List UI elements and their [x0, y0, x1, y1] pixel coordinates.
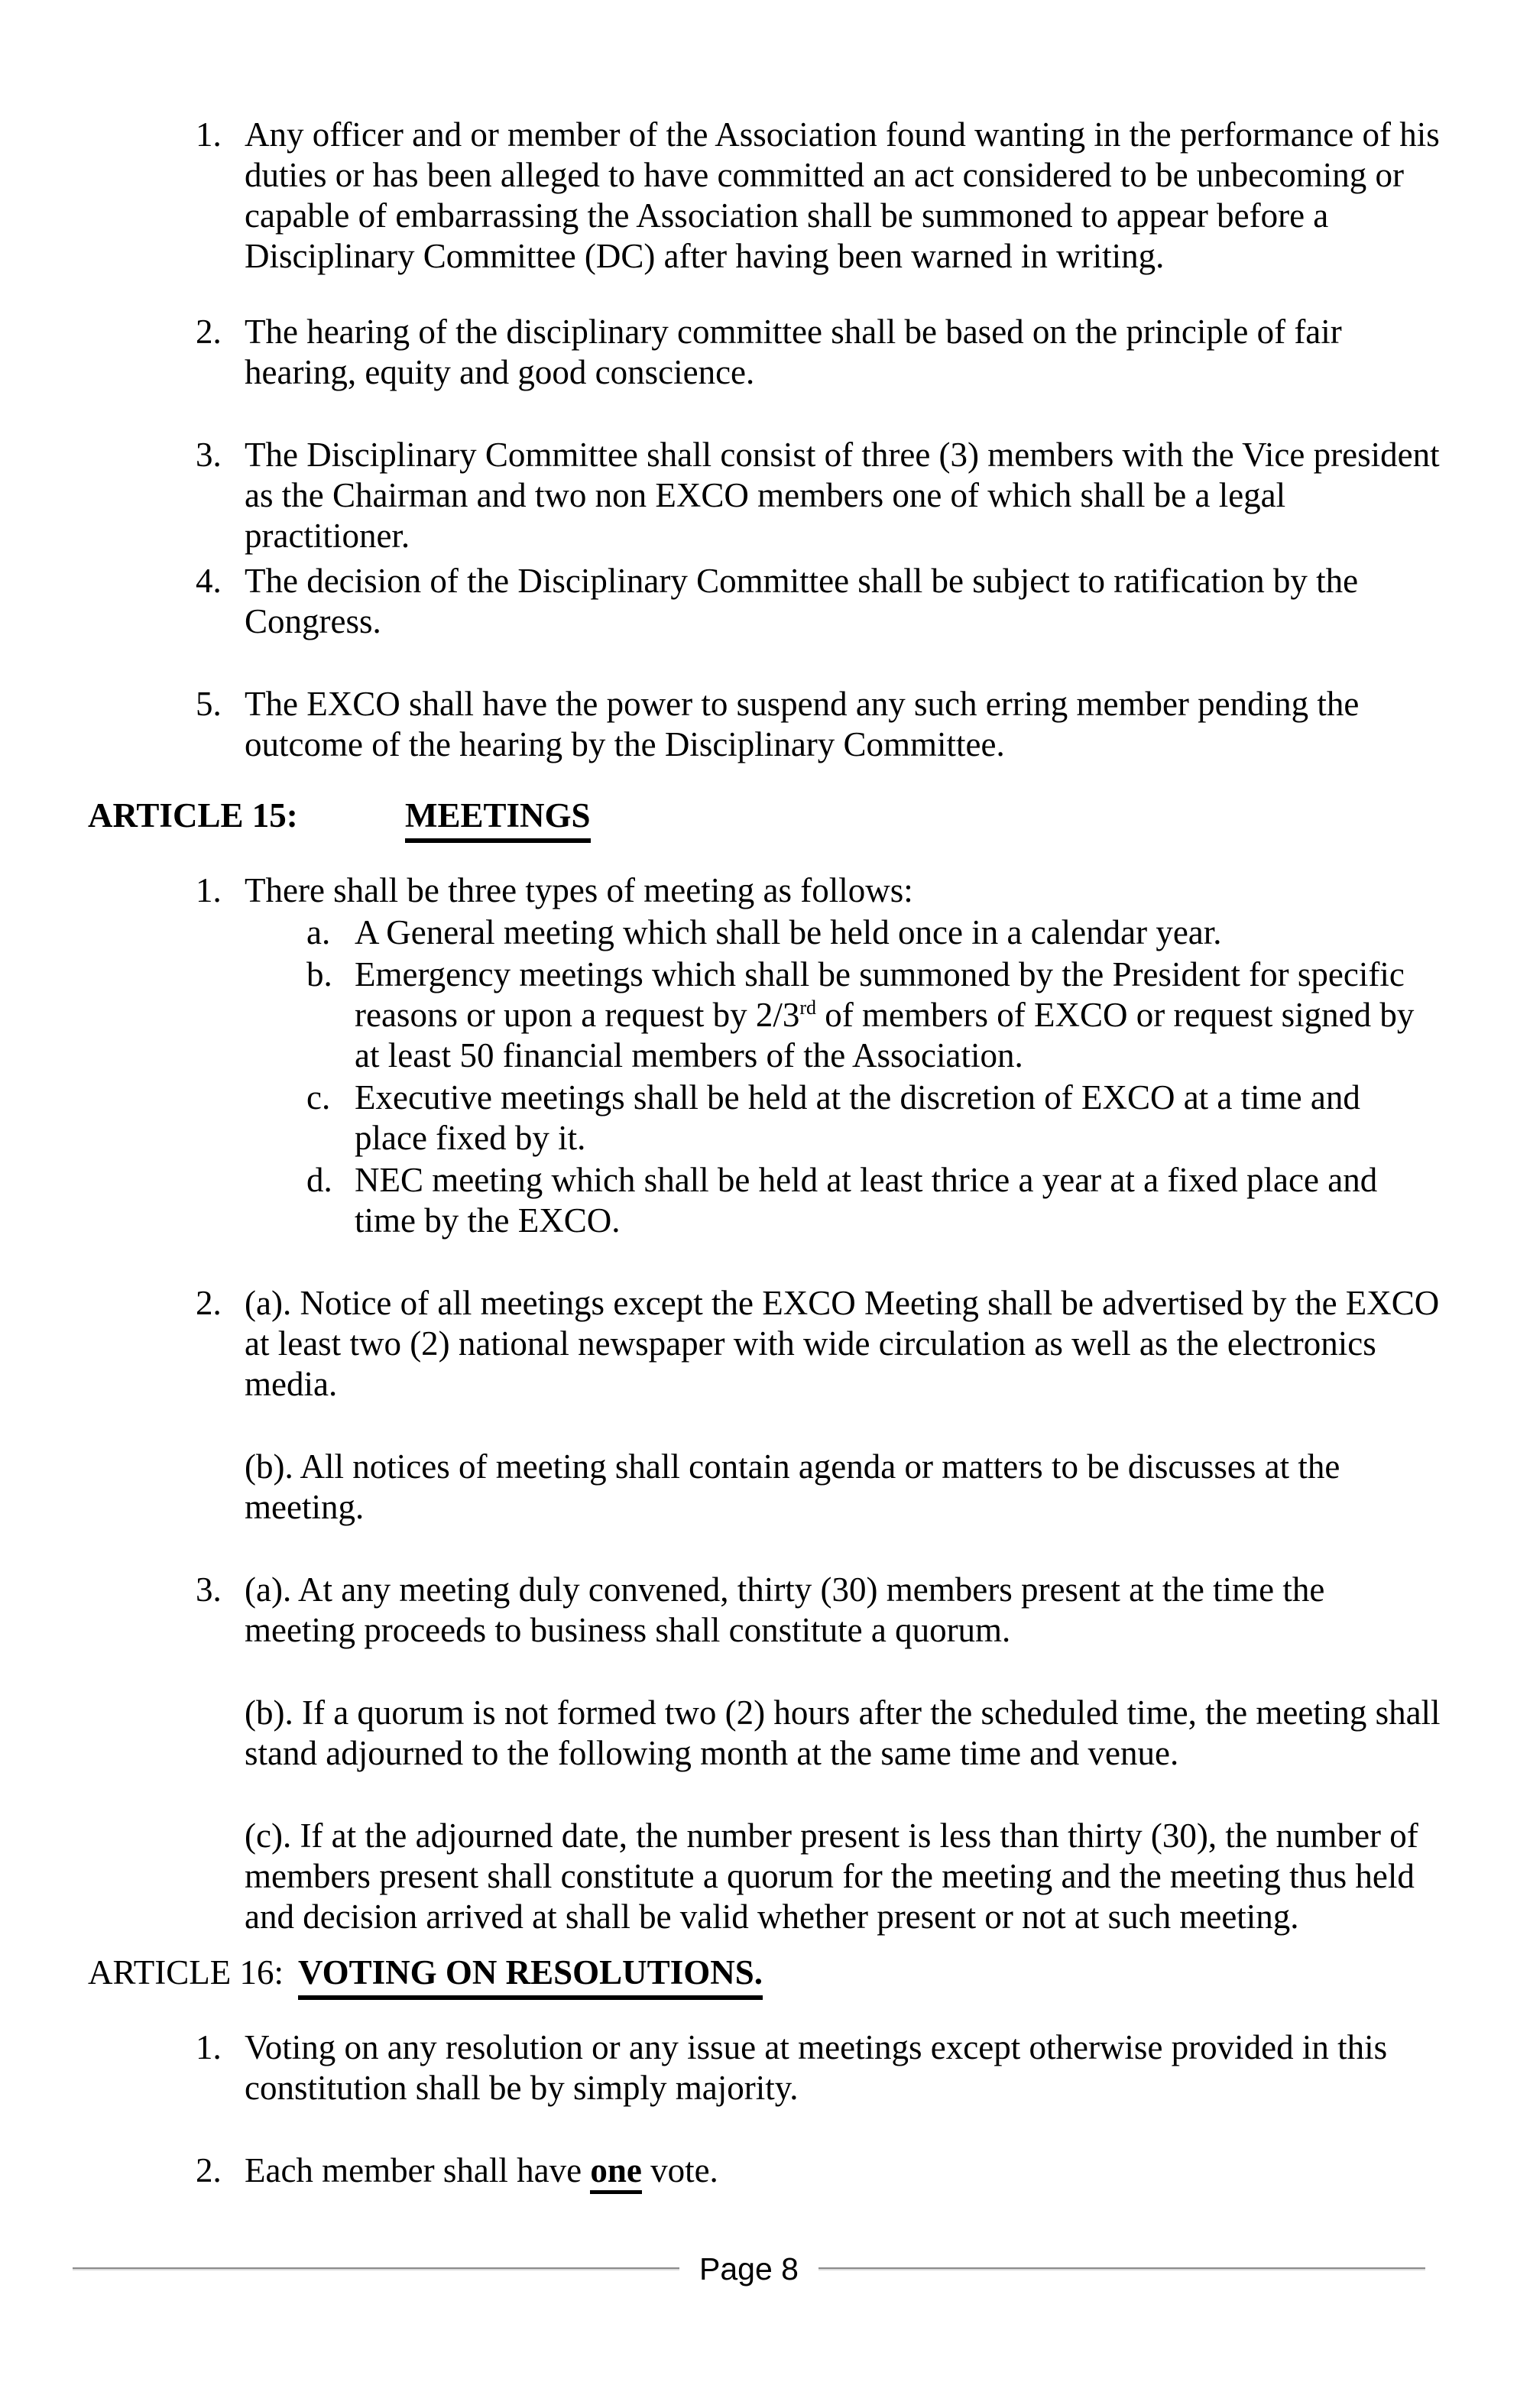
sub-list-item — [306, 954, 1441, 1076]
item-number: 2. — [196, 313, 222, 351]
item-number: 1. — [196, 115, 222, 154]
item-text: The Disciplinary Committee shall consist of three (3) members with the Vice president as the Chairman and two non EXCO members one of which shall be a legal practitioner. — [245, 436, 1440, 555]
page-footer — [73, 2250, 1425, 2288]
item-number: 1. — [196, 871, 222, 909]
list-item — [196, 561, 1441, 642]
article-label: ARTICLE 15: — [88, 796, 298, 835]
item-text: The EXCO shall have the power to suspend any such erring member pending the outcome of the hearing by the Disciplinary Committee. — [245, 685, 1360, 763]
list-item — [196, 115, 1441, 277]
list-item — [196, 684, 1441, 765]
item-number: 1. — [196, 2028, 222, 2066]
item-number: 2. — [196, 2151, 222, 2189]
article-title: VOTING ON RESOLUTIONS. — [298, 1953, 763, 2000]
sub-item-text — [355, 954, 1441, 1076]
article-heading-15 — [88, 796, 1441, 843]
document-content — [88, 115, 1441, 2191]
item-text — [245, 2150, 1441, 2191]
sub-item-text: Executive meetings shall be held at the discretion of EXCO at a time and place fixed by it. — [355, 1078, 1360, 1157]
item-text — [245, 1570, 1441, 1937]
list-item — [196, 1570, 1441, 1937]
list-item — [196, 870, 1441, 911]
list-item — [196, 1283, 1441, 1528]
item-number: 4. — [196, 562, 222, 600]
sub-item-text: A General meeting which shall be held once in a calendar year. — [355, 913, 1222, 951]
paragraph-b: (b). All notices of meeting shall contain agenda or matters to be discusses at the meeting. — [245, 1447, 1340, 1526]
footer-rule-right — [818, 2267, 1425, 2270]
item-text-after: vote. — [641, 2151, 718, 2189]
article-heading-16 — [88, 1953, 1441, 2000]
sub-item-letter: b. — [306, 955, 332, 993]
item-text-before: Each member shall have — [245, 2151, 591, 2189]
paragraph-b: (b). If a quorum is not formed two (2) hours after the scheduled time, the meeting shall stand adjourned to the following month at the same time and venue. — [245, 1693, 1441, 1772]
item-text: There shall be three types of meeting as follows: — [245, 871, 913, 909]
list-item — [196, 435, 1441, 556]
item-text — [245, 1283, 1441, 1528]
sub-item-text: NEC meeting which shall be held at least thrice a year at a fixed place and time by the EXCO. — [355, 1161, 1378, 1240]
item-text: The hearing of the disciplinary committee shall be based on the principle of fair hearing, equity and good conscience. — [245, 313, 1342, 391]
item-text: The decision of the Disciplinary Committee shall be subject to ratification by the Congress. — [245, 562, 1359, 640]
list-item — [196, 2150, 1441, 2191]
sub-list-item — [306, 1078, 1441, 1159]
sub-item-letter: a. — [306, 913, 331, 951]
item-number: 3. — [196, 1570, 222, 1609]
paragraph-c: (c). If at the adjourned date, the number present is less than thirty (30), the number of members present shall constitute a quorum for the meeting and the meeting thus held and decision arrived at shall be valid whether present or not at such meeting. — [245, 1817, 1418, 1936]
sub-item-letter: c. — [306, 1078, 331, 1116]
article-title: MEETINGS — [405, 796, 591, 843]
sub-list-item — [306, 912, 1441, 953]
article-label: ARTICLE 16: — [88, 1953, 284, 1992]
item-number: 5. — [196, 685, 222, 723]
sub-item-letter: d. — [306, 1161, 332, 1199]
list-item — [196, 312, 1441, 393]
sub-list-item — [306, 1160, 1441, 1241]
paragraph-a: (a). Notice of all meetings except the EXCO Meeting shall be advertised by the EXCO at least two (2) national newspaper with wide circulation as well as the electronics media. — [245, 1284, 1440, 1403]
item-number: 2. — [196, 1284, 222, 1322]
item-number: 3. — [196, 436, 222, 474]
ordinal-superscript: rd — [799, 997, 817, 1019]
paragraph-a: (a). At any meeting duly convened, thirty (30) members present at the time the meeting proceeds to business shall constitute a quorum. — [245, 1570, 1325, 1649]
page-number: Page 8 — [699, 2251, 799, 2286]
emphasized-word: one — [590, 2151, 642, 2194]
sub-item-text-before: Emergency meetings which shall be summoned by the President for specific reasons or upon a request by 2/3 — [355, 955, 1405, 1034]
list-item — [196, 2027, 1441, 2108]
item-text: Any officer and or member of the Association found wanting in the performance of his duties or has been alleged to have committed an act considered to be unbecoming or capable of embarrassing the Association shall be summoned to appear before a Disciplinary Committee (DC) after having been warned in writing. — [245, 115, 1440, 275]
item-text: Voting on any resolution or any issue at meetings except otherwise provided in this constitution shall be by simply majority. — [245, 2028, 1388, 2107]
footer-rule-left — [73, 2267, 679, 2270]
sub-item-text-after: of members of EXCO or request signed by at least 50 financial members of the Association. — [355, 996, 1415, 1074]
